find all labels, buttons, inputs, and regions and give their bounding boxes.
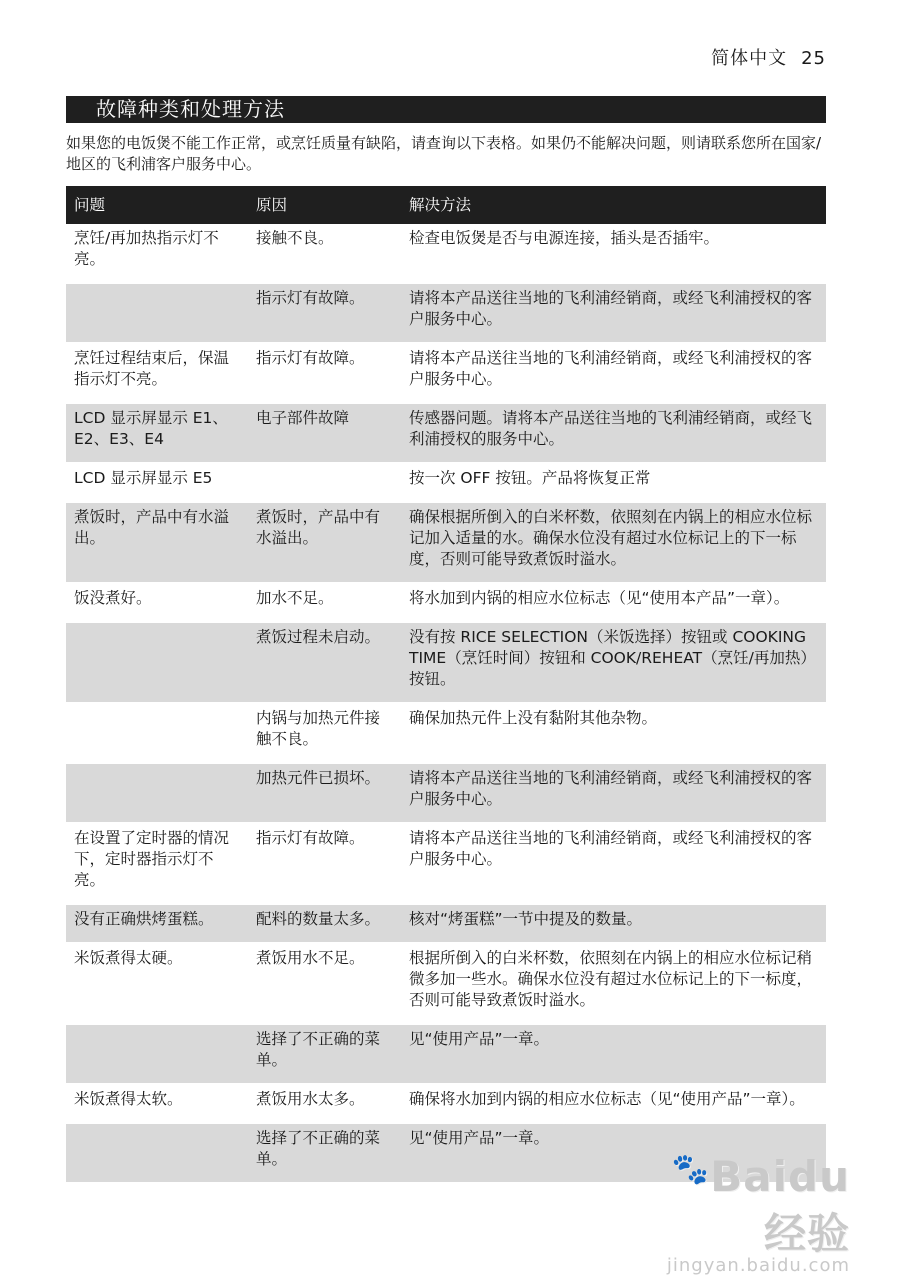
problem-cell xyxy=(66,703,248,763)
problem-cell: LCD 显示屏显示 E1、E2、E3、E4 xyxy=(66,403,248,463)
cause-cell xyxy=(248,463,401,502)
solution-cell: 没有按 RICE SELECTION（米饭选择）按钮或 COOKING TIME（烹饪时间）按钮和 COOK/REHEAT（烹饪/再加热）按钮。 xyxy=(401,622,826,703)
table-row xyxy=(66,1024,826,1084)
problem-cell xyxy=(66,1024,248,1084)
solution-cell: 见“使用产品”一章。 xyxy=(401,1123,826,1182)
solution-cell: 将水加到内锅的相应水位标志（见“使用本产品”一章）。 xyxy=(401,583,826,622)
cause-cell: 选择了不正确的菜单。 xyxy=(248,1024,401,1084)
cause-cell: 指示灯有故障。 xyxy=(248,343,401,403)
solution-cell: 请将本产品送往当地的飞利浦经销商，或经飞利浦授权的客户服务中心。 xyxy=(401,283,826,343)
table-row xyxy=(66,583,826,622)
cause-cell: 煮饭时，产品中有水溢出。 xyxy=(248,502,401,583)
solution-cell: 请将本产品送往当地的飞利浦经销商，或经飞利浦授权的客户服务中心。 xyxy=(401,763,826,823)
table-row xyxy=(66,904,826,943)
problem-cell: LCD 显示屏显示 E5 xyxy=(66,463,248,502)
cause-cell: 电子部件故障 xyxy=(248,403,401,463)
table-row xyxy=(66,343,826,403)
page-header xyxy=(711,44,826,70)
page-number: 25 xyxy=(801,48,826,69)
paw-icon: 🐾 xyxy=(671,1152,711,1187)
solution-cell: 根据所倒入的白米杯数，依照刻在内锅上的相应水位标记稍微多加一些水。确保水位没有超过水位标记上的下一标度，否则可能导致煮饭时溢水。 xyxy=(401,943,826,1024)
table-row xyxy=(66,224,826,283)
intro-paragraph: 如果您的电饭煲不能工作正常，或烹饪质量有缺陷，请查询以下表格。如果仍不能解决问题，则请联系您所在国家/地区的飞利浦客户服务中心。 xyxy=(66,134,822,173)
cause-cell: 指示灯有故障。 xyxy=(248,283,401,343)
solution-cell: 请将本产品送往当地的飞利浦经销商，或经飞利浦授权的客户服务中心。 xyxy=(401,823,826,904)
solution-cell: 请将本产品送往当地的飞利浦经销商，或经飞利浦授权的客户服务中心。 xyxy=(401,343,826,403)
problem-cell: 煮饭时，产品中有水溢出。 xyxy=(66,502,248,583)
problem-cell: 米饭煮得太软。 xyxy=(66,1084,248,1123)
cause-cell: 配料的数量太多。 xyxy=(248,904,401,943)
solution-cell: 见“使用产品”一章。 xyxy=(401,1024,826,1084)
solution-cell: 确保将水加到内锅的相应水位标志（见“使用产品”一章）。 xyxy=(401,1084,826,1123)
problem-cell: 饭没煮好。 xyxy=(66,583,248,622)
table-row xyxy=(66,283,826,343)
cause-cell: 指示灯有故障。 xyxy=(248,823,401,904)
language-label: 简体中文 xyxy=(711,48,788,69)
table-row xyxy=(66,502,826,583)
table-row xyxy=(66,622,826,703)
solution-cell: 核对“烤蛋糕”一节中提及的数量。 xyxy=(401,904,826,943)
table-row xyxy=(66,703,826,763)
cause-cell: 加水不足。 xyxy=(248,583,401,622)
problem-cell: 在设置了定时器的情况下，定时器指示灯不亮。 xyxy=(66,823,248,904)
solution-cell: 传感器问题。请将本产品送往当地的飞利浦经销商，或经飞利浦授权的服务中心。 xyxy=(401,403,826,463)
solution-cell: 确保根据所倒入的白米杯数，依照刻在内锅上的相应水位标记加入适量的水。确保水位没有超过水位标记上的下一标度，否则可能导致煮饭时溢水。 xyxy=(401,502,826,583)
cause-cell: 煮饭用水不足。 xyxy=(248,943,401,1024)
cause-cell: 接触不良。 xyxy=(256,229,334,247)
problem-cell: 烹饪过程结束后，保温指示灯不亮。 xyxy=(66,343,248,403)
problem-cell xyxy=(66,1123,248,1182)
table-row xyxy=(66,403,826,463)
solution-cell: 检查电饭煲是否与电源连接，插头是否插牢。 xyxy=(409,229,720,247)
table-row xyxy=(66,823,826,904)
problem-cell: 烹饪/再加热指示灯不亮。 xyxy=(74,229,219,268)
column-header-problem: 问题 xyxy=(66,186,248,224)
table-row xyxy=(66,943,826,1024)
problem-cell xyxy=(66,283,248,343)
troubleshooting-table xyxy=(66,186,826,1182)
watermark-logo xyxy=(650,1152,850,1261)
solution-cell: 按一次 OFF 按钮。产品将恢复正常 xyxy=(401,463,826,502)
section-title: 故障种类和处理方法 xyxy=(66,96,826,123)
cause-cell: 内锅与加热元件接触不良。 xyxy=(248,703,401,763)
baidu-jingyan-watermark xyxy=(650,1152,850,1276)
watermark-logo-text: Baidu经验 xyxy=(710,1152,850,1258)
problem-cell xyxy=(66,763,248,823)
table-row xyxy=(66,1084,826,1123)
cause-cell: 选择了不正确的菜单。 xyxy=(248,1123,401,1182)
column-header-cause: 原因 xyxy=(248,186,401,224)
cause-cell: 加热元件已损坏。 xyxy=(248,763,401,823)
table-row xyxy=(66,463,826,502)
column-header-solution: 解决方法 xyxy=(401,186,826,224)
watermark-site: jingyan.baidu.com xyxy=(666,1255,850,1276)
cause-cell: 煮饭用水太多。 xyxy=(248,1084,401,1123)
table-row xyxy=(66,763,826,823)
problem-cell: 米饭煮得太硬。 xyxy=(66,943,248,1024)
problem-cell: 没有正确烘烤蛋糕。 xyxy=(66,904,248,943)
problem-cell xyxy=(66,622,248,703)
table-header-row xyxy=(66,186,826,224)
solution-cell: 确保加热元件上没有黏附其他杂物。 xyxy=(401,703,826,763)
cause-cell: 煮饭过程未启动。 xyxy=(248,622,401,703)
